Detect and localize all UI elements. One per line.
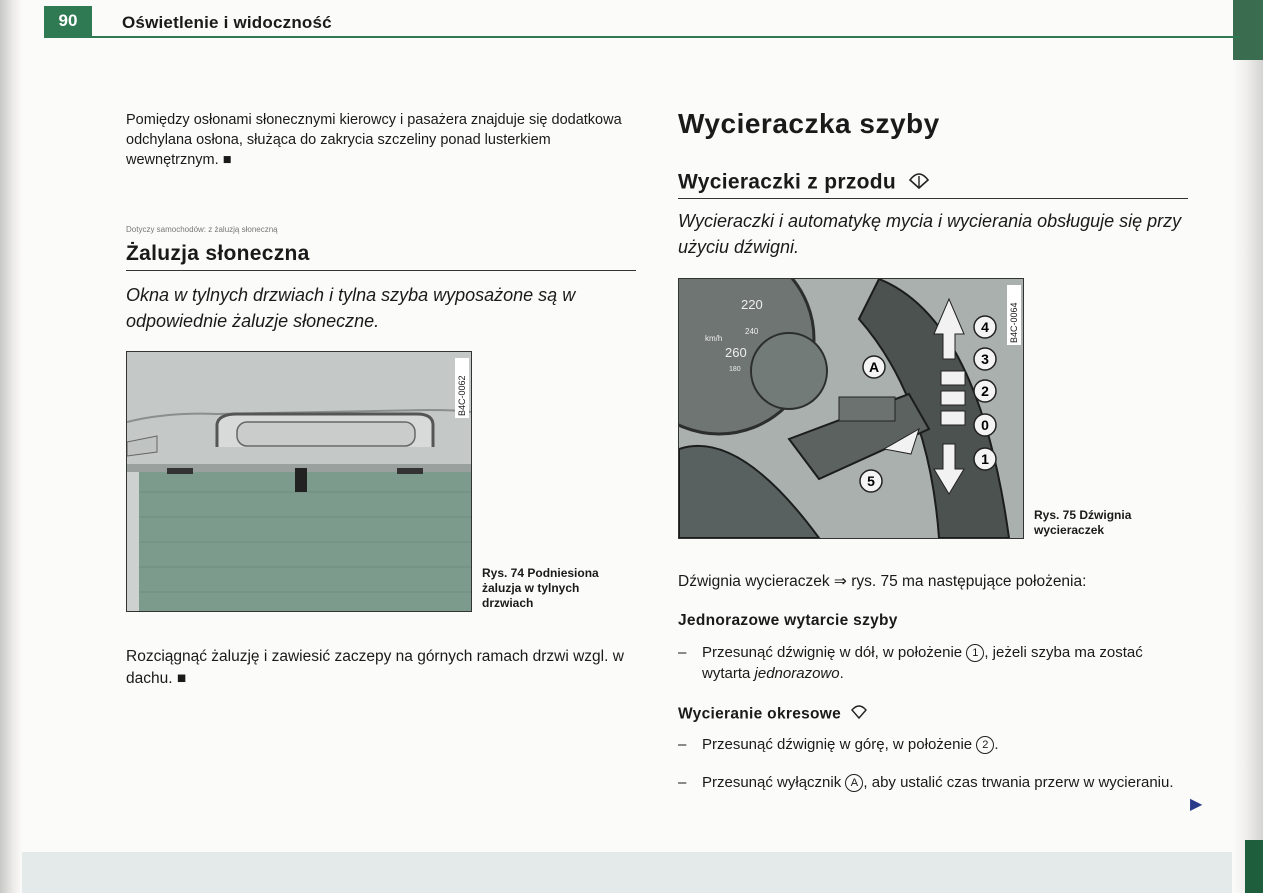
bullet-interval-switch [678,772,1193,793]
sub-title-rule [678,198,1188,199]
positions-intro: Dźwignia wycieraczek ⇒ rys. 75 ma następujące położenia: [678,573,1087,590]
section-title-single-wipe: Jednorazowe wytarcie szyby [678,612,898,629]
section-lead-sunblind: Okna w tylnych drzwiach i tylna szyba wyposażone są w odpowiednie żaluzje słoneczne. [126,285,576,331]
bullet-interval-switch-end: , aby ustalić czas trwania przerw w wycieraniu. [863,774,1174,791]
figure-code-box [1007,285,1021,345]
intro-paragraph [126,110,641,170]
end-mark: ■ [222,152,232,168]
interval-wiper-icon [850,704,868,725]
position-marker-1: 1 [966,644,984,662]
main-title-wiper: Wycieraczka szyby [678,108,940,139]
sub-title-text: Wycieraczki z przodu [678,170,897,194]
page-edge-tab-bottom [1245,840,1263,893]
speed-label-240: 240 [745,327,759,336]
figure-wiper-lever [678,278,1024,539]
figure-code-box [455,358,469,418]
speed-label-260: 260 [725,345,747,360]
section-title-interval-text: Wycieranie okresowe [678,705,842,723]
figure-caption-75: Rys. 75 Dźwignia wycieraczek [1034,508,1132,537]
bottom-bleed-band [22,852,1232,893]
marker-1: 1 [981,451,989,467]
intro-text: Pomiędzy osłonami słonecznymi kierowcy i pasażera znajduje się dodatkowa odchylana osłona, służąca do zakrycia szczeliny ponad lusterkiem wewnętrznym. [126,112,622,168]
section-title-sunblind: Żaluzja słoneczna [126,242,310,265]
speed-label-180: 180 [729,366,741,373]
bullet-dash: – [678,644,687,661]
bullet-single-wipe [678,642,1193,684]
speed-label-unit: km/h [705,334,723,343]
figure-caption-74: Rys. 74 Podniesiona żaluzja w tylnych drzwiach [482,566,599,610]
bullet-single-wipe-mid: , jeżeli szyba ma zostać wytarta [702,644,1143,682]
marker-3: 3 [981,351,989,367]
running-header-title: Oświetlenie i widoczność [122,13,332,32]
bullet-interval-up [678,734,1193,755]
sub-title-front-wipers [678,170,930,196]
switch-marker-A: A [845,774,863,792]
bullet-interval-up-text: Przesunąć dźwignię w górę, w położenie [702,736,973,753]
speed-label-220: 220 [741,297,763,312]
marker-0: 0 [981,417,989,433]
wiper-icon [908,170,930,196]
binding-shadow-left [0,0,22,893]
page-number: 90 [44,6,92,36]
figure-wiper-illustration [679,279,1023,538]
figure-sunblind [126,351,472,612]
section-title-interval-wipe [678,704,868,725]
sunblind-instructions-text: Rozciągnąć żaluzję i zawiesić zaczepy na górnych ramach drzwi wzgl. w dachu. [126,648,624,687]
bullet-dash: – [678,774,687,791]
figure-code: B4C-0064 [1009,302,1019,343]
applicability-note: Dotyczy samochodów: z żaluzją słoneczną [126,225,278,234]
bullet-single-wipe-italic: jednorazowo [754,665,840,682]
figure-code: B4C-0062 [457,375,467,416]
binding-shadow-right [1233,0,1263,893]
wiper-lead: Wycieraczki i automatykę mycia i wycierania obsługuje się przy użyciu dźwigni. [678,211,1182,257]
bullet-single-wipe-text: Przesunąć dźwignię w dół, w położenie [702,644,963,661]
continue-arrow-icon: ▶ [1190,796,1203,813]
bullet-single-wipe-end: . [839,665,844,682]
bullet-dash: – [678,736,687,753]
section-rule [126,270,636,271]
sunblind-instructions [126,646,641,690]
header-rule [44,36,1240,38]
marker-2: 2 [981,383,989,399]
bullet-interval-switch-text: Przesunąć wyłącznik [702,774,842,791]
end-mark: ■ [176,670,187,687]
marker-A: A [868,359,880,375]
marker-4: 4 [981,319,989,335]
page-edge-tab [1233,0,1263,60]
figure-sunblind-illustration [127,352,471,611]
marker-5: 5 [867,473,875,489]
position-marker-2: 2 [976,736,994,754]
bullet-interval-up-end: . [994,736,999,753]
